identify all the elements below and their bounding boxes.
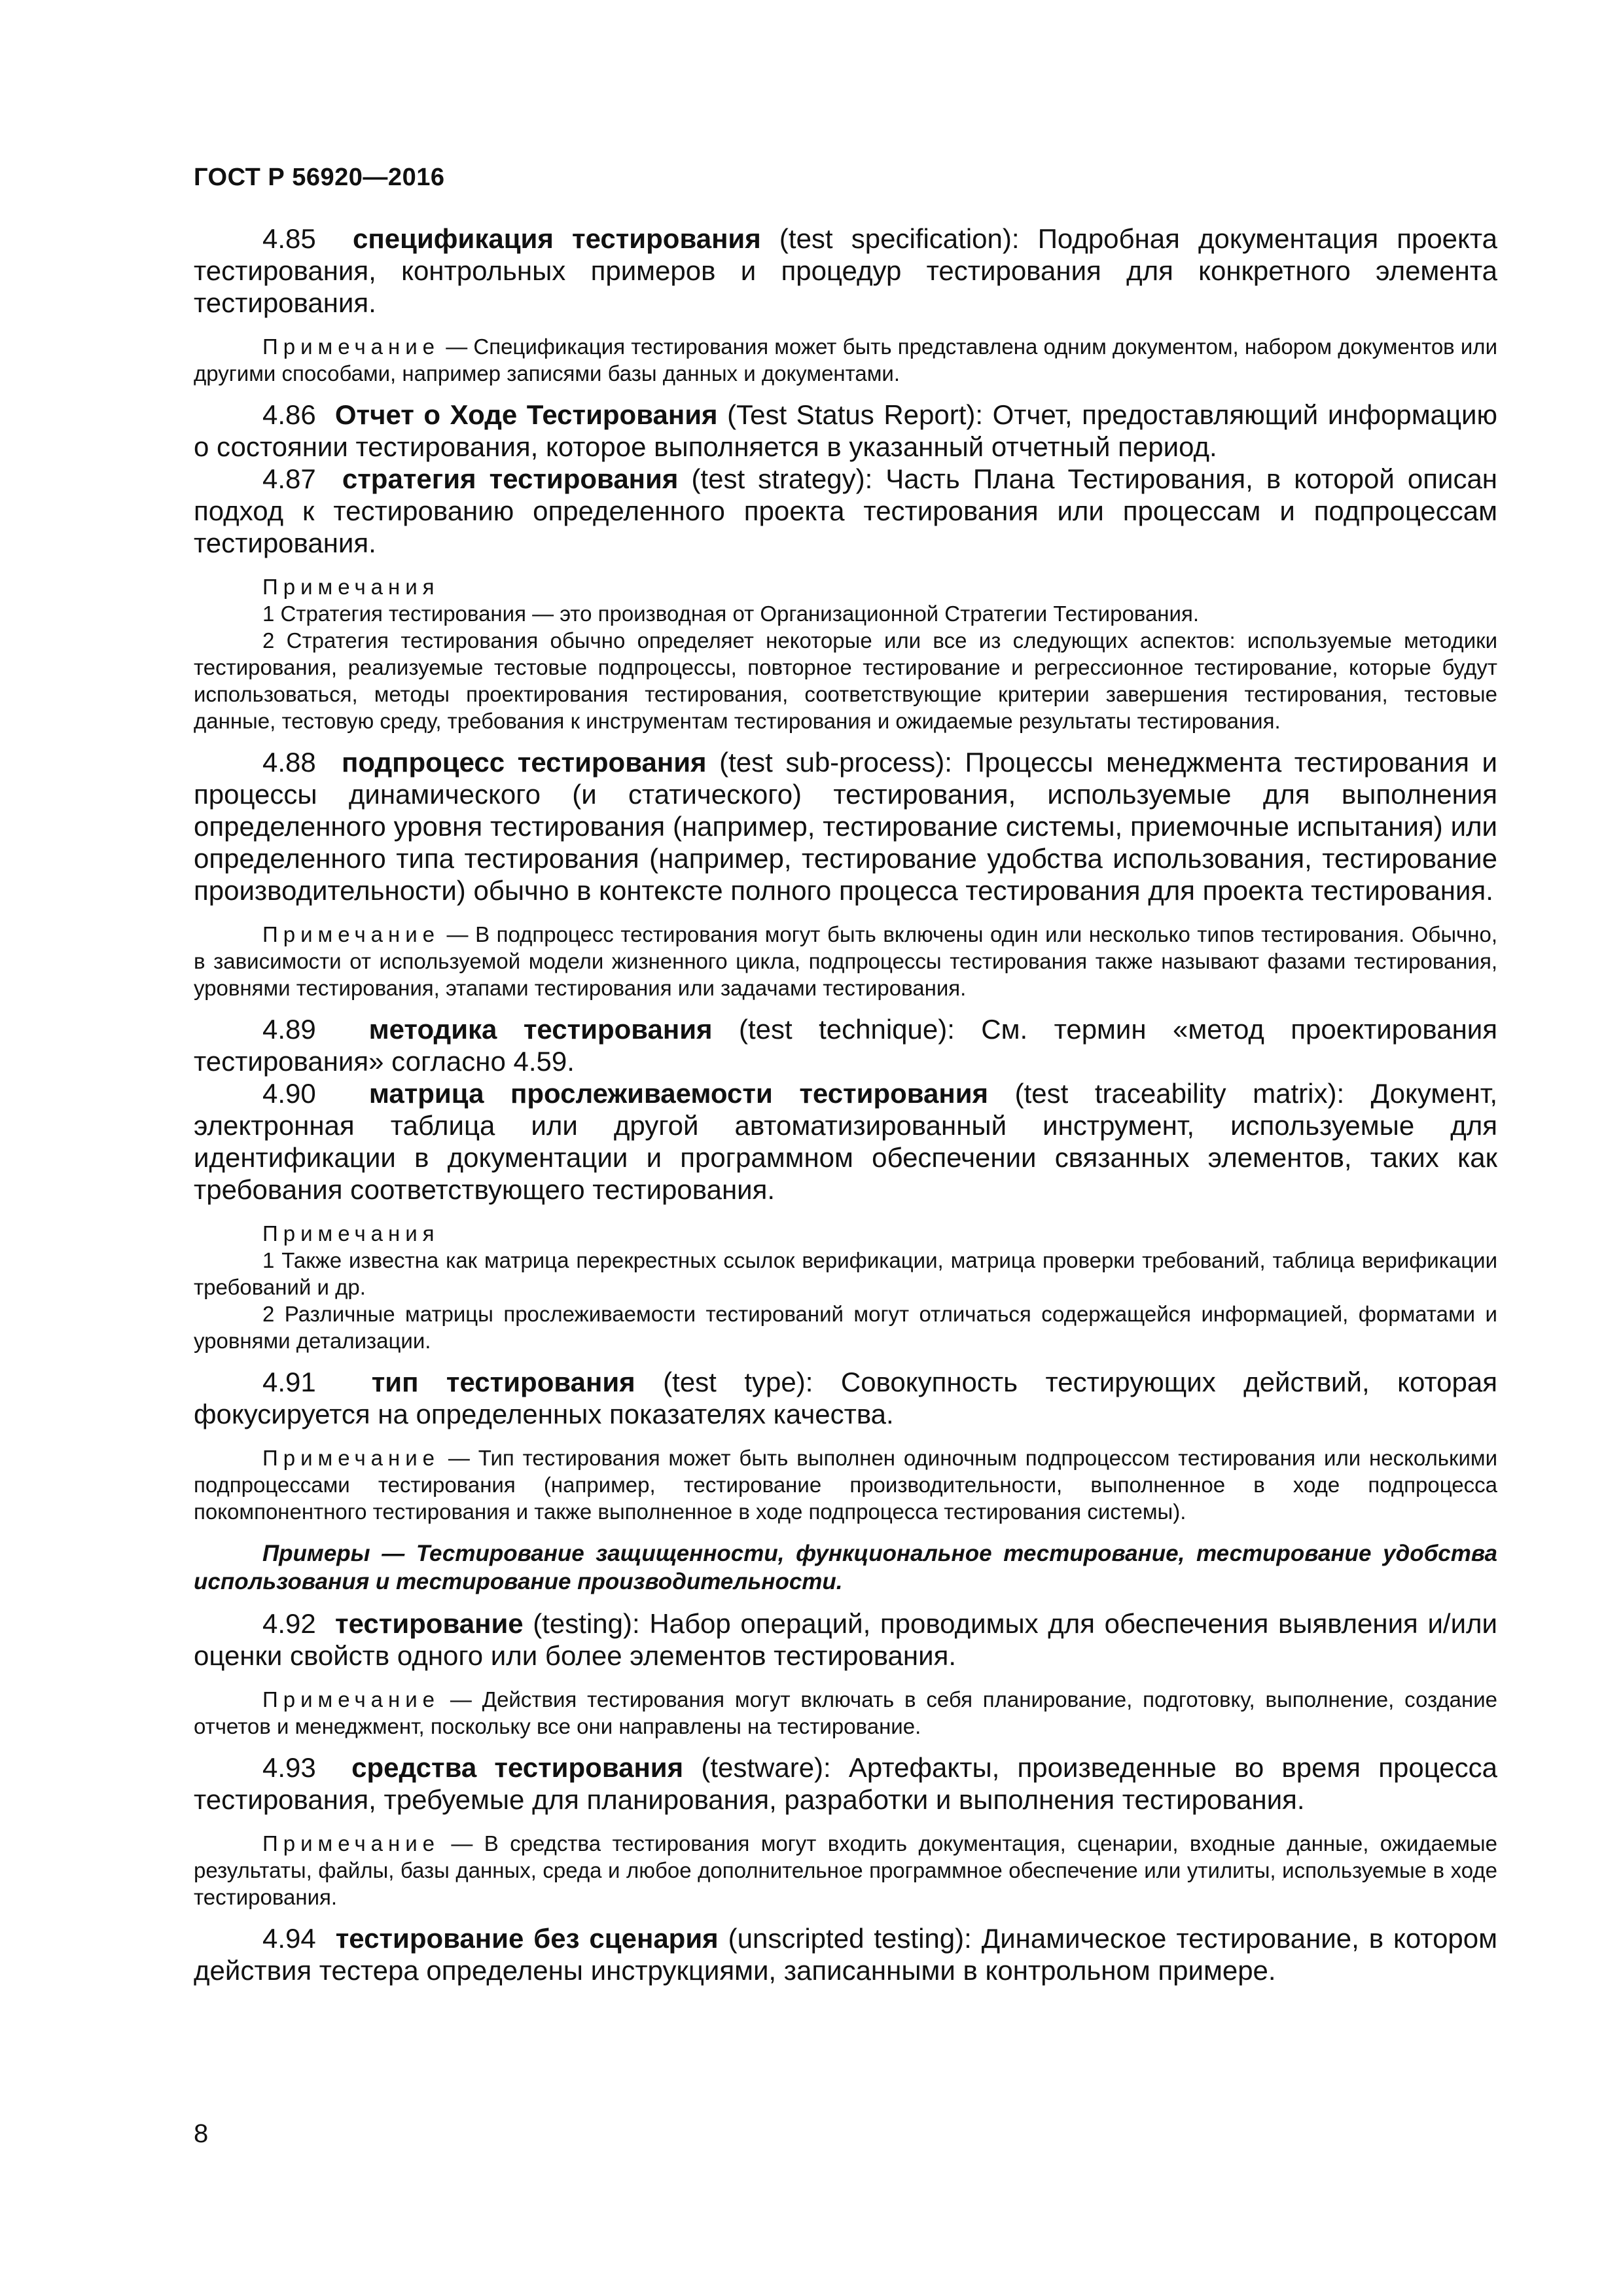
note-4-92: Примечание — Действия тестирования могут включать в себя планирование, подготовку, выполнение, создание отчетов и менеджмент, поскольку все они направлены на тестирование.: [194, 1687, 1497, 1738]
term-number: 4.90: [262, 1078, 316, 1109]
term-english: (test technique):: [738, 1014, 955, 1045]
note-4-85: Примечание — Спецификация тестирования может быть представлена одним документом, набором документов или другими способами, например записями базы данных и документами.: [194, 334, 1497, 386]
term-entry-4-87: [194, 463, 1497, 559]
term-title: средства тестирования: [351, 1752, 684, 1783]
term-definition: Часть Плана Тестирования, в которой описан подход к тестированию определенного проекта тестирования или процессам и подпроцессам тестирования.: [194, 463, 1498, 558]
term-number: 4.92: [262, 1608, 316, 1639]
term-title: Отчет о Ходе Тестирования: [334, 399, 718, 430]
term-number: 4.86: [262, 399, 316, 430]
term-title: стратегия тестирования: [342, 463, 679, 494]
note-label: Примечание: [262, 922, 440, 946]
term-entry-4-92: [194, 1607, 1497, 1672]
note-4-91: Примечание — Тип тестирования может быть выполнен одиночным подпроцессом тестирования или несколькими подпроцессами тестирования (например, тестирование производительности, выполненное в ходе подпроцесса покомпонентного тестирования и также выполненное в ходе подпроцесса тестирования системы).: [194, 1446, 1497, 1524]
note-text: В подпроцесс тестирования могут быть включены один или несколько типов тестирования. Обычно, в зависимости от используемой модели жизненного цикла, подпроцессы тестирования также называют фазами тестирования, уровнями тестирования, этапами тестирования или задачами тестирования.: [194, 922, 1497, 1000]
term-title: методика тестирования: [368, 1014, 713, 1045]
term-definition: Подробная документация проекта тестирования, контрольных примеров и процедур тестирования для конкретного элемента тестирования.: [194, 223, 1498, 318]
term-title: подпроцесс тестирования: [342, 747, 707, 778]
notes-label-4-87: Примечания: [262, 575, 440, 599]
note-label: Примечание: [262, 1446, 440, 1470]
term-entry-4-90: [194, 1077, 1497, 1206]
note-text: Спецификация тестирования может быть представлена одним документом, набором документов или другими способами, например записями базы данных и документами.: [194, 334, 1497, 386]
term-english: (Test Status Report):: [727, 399, 984, 430]
note-4-90-2: 2 Различные матрицы прослеживаемости тестирований могут отличаться содержащейся информацией, форматами и уровнями детализации.: [194, 1302, 1497, 1353]
note-4-88: Примечание — В подпроцесс тестирования могут быть включены один или несколько типов тестирования. Обычно, в зависимости от используемой модели жизненного цикла, подпроцессы тестирования также называют фазами тестирования, уровнями тестирования, этапами тестирования или задачами тестирования.: [194, 922, 1497, 1000]
term-english: (unscripted testing):: [728, 1923, 972, 1954]
note-text: Тип тестирования может быть выполнен одиночным подпроцессом тестирования или несколькими подпроцессами тестирования (например, тестирование производительности, выполненное в ходе подпроцесса покомпонентного тестирования и также выполненное в ходе подпроцесса тестирования системы).: [194, 1446, 1497, 1524]
note-4-93: Примечание — В средства тестирования могут входить документация, сценарии, входные данные, ожидаемые результаты, файлы, базы данных, среда и любое дополнительное программное обеспечение или утилиты, используемые в ходе тестирования.: [194, 1831, 1497, 1909]
term-title: матрица прослеживаемости тестирования: [368, 1078, 989, 1109]
term-english: (test specification):: [779, 223, 1020, 254]
page-number: 8: [194, 2119, 209, 2148]
term-definition: Динамическое тестирование, в котором действия тестера определены инструкциями, записанными в контрольном примере.: [194, 1923, 1498, 1986]
term-entry-4-91: [194, 1366, 1497, 1430]
note-4-90-1: 1 Также известна как матрица перекрестных ссылок верификации, матрица проверки требований, таблица верификации требований и др.: [194, 1248, 1497, 1299]
note-label: Примечание: [262, 334, 440, 359]
term-number: 4.89: [262, 1014, 316, 1045]
term-number: 4.91: [262, 1367, 316, 1397]
term-number: 4.85: [262, 223, 316, 254]
term-number: 4.87: [262, 463, 316, 494]
term-definition: Совокупность тестирующих действий, которая фокусируется на определенных показателях качества.: [194, 1367, 1497, 1429]
note-text: Действия тестирования могут включать в себя планирование, подготовку, выполнение, создание отчетов и менеджмент, поскольку все они направлены на тестирование.: [194, 1687, 1497, 1738]
example-4-91: Примеры — Тестирование защищенности, функциональное тестирование, тестирование удобства использования и тестирование производительности.: [194, 1541, 1497, 1594]
term-definition: См. термин «метод проектирования тестирования» согласно 4.59.: [194, 1014, 1497, 1077]
term-definition: Процессы менеджмента тестирования и процессы динамического (и статического) тестирования, используемые для выполнения определенного уровня тестирования (например, тестирование системы, приемочные испытания) или определенного типа тестирования (например, тестирование удобства использования, тестирование производительности) обычно в контексте полного процесса тестирования для проекта тестирования.: [194, 747, 1498, 906]
term-entry-4-93: [194, 1751, 1497, 1816]
term-definition: Набор операций, проводимых для обеспечения выявления и/или оценки свойств одного или более элементов тестирования.: [194, 1608, 1497, 1671]
term-number: 4.93: [262, 1752, 316, 1783]
term-entry-4-86: [194, 399, 1497, 463]
term-english: (test sub-process):: [719, 747, 952, 778]
term-entry-4-85: [194, 223, 1497, 319]
term-english: (testware):: [701, 1752, 831, 1783]
note-label: Примечание: [262, 1831, 440, 1856]
term-definition: Артефакты, произведенные во время процесса тестирования, требуемые для планирования, разработки и выполнения тестирования.: [194, 1752, 1498, 1815]
term-definition: Документ, электронная таблица или другой автоматизированный инструмент, используемые для идентификации в документации и программном обеспечении связанных элементов, таких как требования соответствующего тестирования.: [194, 1078, 1497, 1205]
term-entry-4-89: [194, 1013, 1497, 1077]
term-title: спецификация тестирования: [353, 223, 761, 254]
note-4-87-1: 1 Стратегия тестирования — это производная от Организационной Стратегии Тестирования.: [262, 601, 1200, 626]
term-number: 4.88: [262, 747, 316, 778]
notes-label-4-90: Примечания: [262, 1221, 440, 1246]
note-label: Примечание: [262, 1687, 440, 1712]
term-entry-4-94: [194, 1922, 1497, 1986]
term-english: (testing):: [533, 1608, 640, 1639]
term-title: тестирование: [335, 1608, 524, 1639]
term-entry-4-88: [194, 746, 1497, 906]
term-definition: Отчет, предоставляющий информацию о состоянии тестирования, которое выполняется в указанный отчетный период.: [194, 399, 1497, 462]
document-body: [194, 223, 1497, 1986]
term-english: (test strategy):: [691, 463, 873, 494]
term-number: 4.94: [262, 1923, 316, 1954]
note-text: В средства тестирования могут входить документация, сценарии, входные данные, ожидаемые результаты, файлы, базы данных, среда и любое дополнительное программное обеспечение или утилиты, используемые в ходе тестирования.: [194, 1831, 1497, 1909]
document-header: ГОСТ Р 56920—2016: [194, 164, 445, 191]
term-title: тестирование без сценария: [335, 1923, 719, 1954]
term-english: (test type):: [663, 1367, 813, 1397]
term-title: тип тестирования: [371, 1367, 635, 1397]
term-english: (test traceability matrix):: [1014, 1078, 1345, 1109]
note-4-87-2: 2 Стратегия тестирования обычно определяет некоторые или все из следующих аспектов: используемые методики тестирования, реализуемые тестовые подпроцессы, повторное тестирование и регрессионное тестирование, которые будут использоваться, методы проектирования тестирования, соответствующие критерии завершения тестирования, тестовые данные, тестовую среду, требования к инструментам тестирования и ожидаемые результаты тестирования.: [194, 628, 1497, 733]
